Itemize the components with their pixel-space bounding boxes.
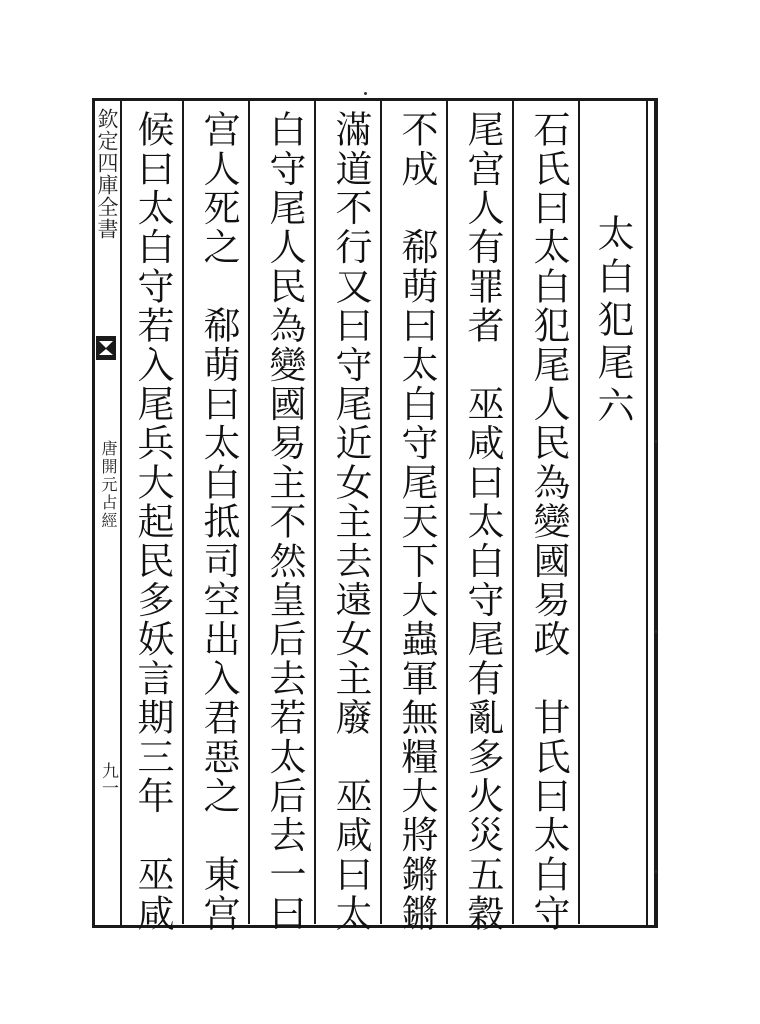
- column-rule: [578, 100, 580, 924]
- column-rule: [182, 100, 184, 924]
- scan-speck: [655, 630, 657, 633]
- page-frame: [92, 98, 658, 934]
- margin-subtitle: 唐開元占經: [99, 440, 118, 530]
- column-rule: [446, 100, 448, 924]
- text-column-7: 候曰太白守若入尾兵大起民多妖言期三年 巫咸: [131, 110, 174, 934]
- text-column-6: 宫人死之 郗萌曰太白抵司空出入君惡之 東宫: [197, 110, 240, 934]
- column-rule: [314, 100, 316, 924]
- text-column-3: 不成 郗萌曰太白守尾天下大蟲軍無糧大將鏘鏘: [395, 110, 438, 934]
- margin-title: 欽定四庫全書: [95, 108, 119, 240]
- section-heading: 太白犯尾六: [591, 214, 634, 429]
- column-rule: [248, 100, 250, 924]
- text-column-5: 白守尾人民為變國易主不然皇后去若太后去一曰: [263, 110, 306, 934]
- text-column-2: 尾宫人有罪者 巫咸曰太白守尾有亂多火災五穀: [461, 110, 504, 934]
- margin-separator: [120, 98, 122, 928]
- scan-speck: [364, 92, 367, 95]
- scan-speck: [655, 440, 657, 443]
- text-column-1: 石氏曰太白犯尾人民為變國易政 甘氏曰太白守: [527, 110, 570, 934]
- scan-speck: [655, 870, 657, 873]
- frame-right-rule: [646, 100, 648, 926]
- fish-tail-mark-icon: [95, 335, 117, 361]
- text-column-4: 滿道不行又曰守尾近女主去遠女主廢 巫咸曰太: [329, 110, 372, 934]
- page-number: 九一: [98, 762, 118, 796]
- column-rule: [512, 100, 514, 924]
- column-rule: [380, 100, 382, 924]
